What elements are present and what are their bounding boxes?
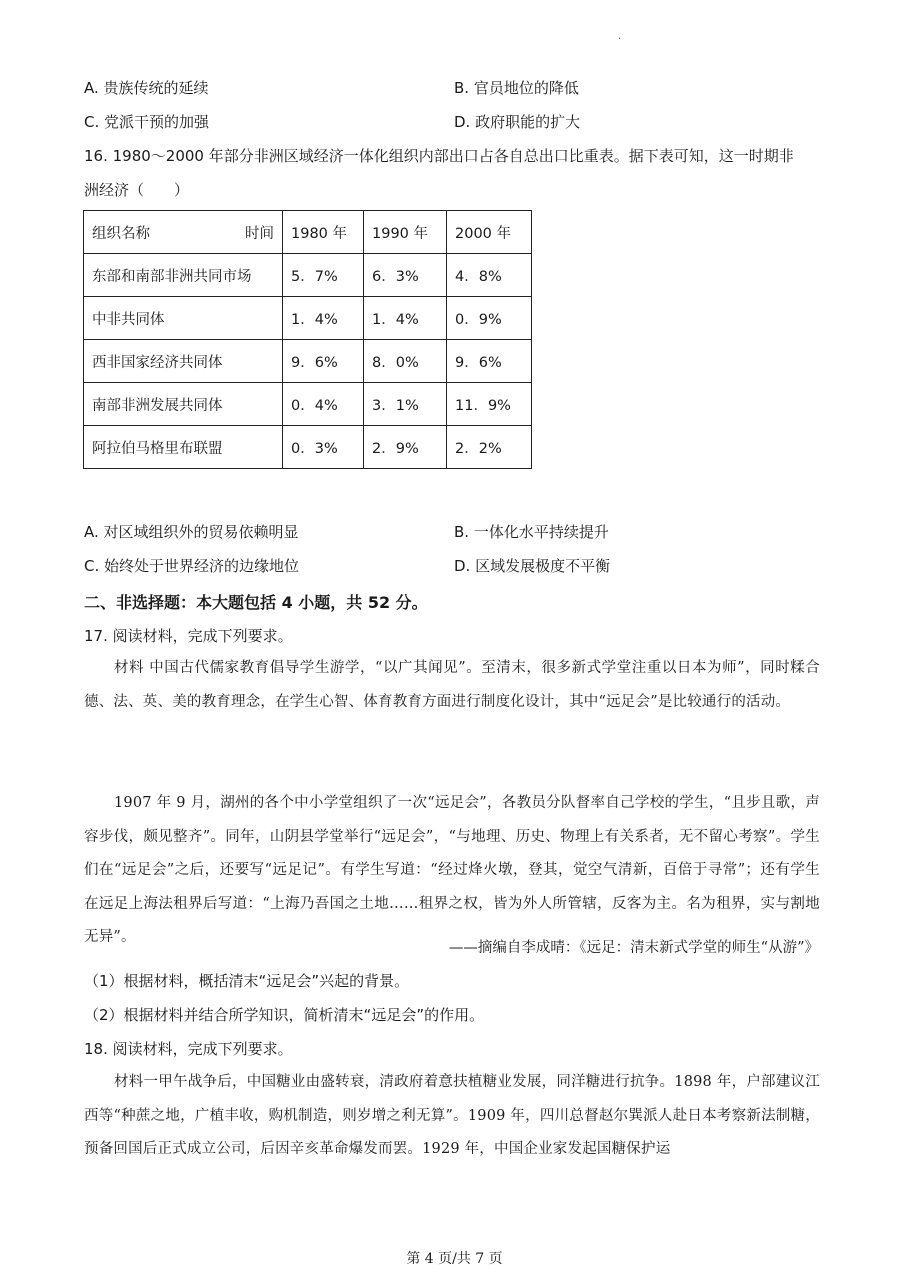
q15-option-d: D. 政府职能的扩大 bbox=[454, 113, 581, 131]
org-name-cell: 阿拉伯马格里布联盟 bbox=[84, 426, 283, 469]
export-share-table bbox=[83, 210, 532, 469]
value-cell: 1．4% bbox=[364, 297, 447, 340]
header-org-name: 组织名称 bbox=[92, 225, 150, 242]
table-header-row bbox=[84, 211, 532, 254]
q17-subquestion-1: （1）根据材料，概括清末“远足会”兴起的背景。 bbox=[84, 972, 410, 990]
q16-stem-line1: 16. 1980～2000 年部分非洲区域经济一体化组织内部出口占各自总出口比重表。据下表可知，这一时期非 bbox=[84, 147, 794, 165]
q16-stem-line2: 洲经济（ ） bbox=[84, 181, 190, 199]
header-time: 时间 bbox=[245, 225, 274, 242]
q16-option-d: D. 区域发展极度不平衡 bbox=[454, 557, 611, 575]
value-cell: 5．7% bbox=[283, 254, 364, 297]
q18-stem: 18. 阅读材料，完成下列要求。 bbox=[84, 1040, 293, 1058]
q15-option-a: A. 贵族传统的延续 bbox=[84, 79, 209, 97]
org-name-cell: 南部非洲发展共同体 bbox=[84, 383, 283, 426]
value-cell: 6．3% bbox=[364, 254, 447, 297]
section-heading: 二、非选择题：本大题包括 4 小题，共 52 分。 bbox=[84, 593, 428, 612]
q18-material-para: 材料一甲午战争后，中国糖业由盛转衰，清政府着意扶植糖业发展，同洋糖进行抗争。1898 年，户部建议江西等“种蔗之地，广植丰收，购机制造，则岁增之利无算”。1909 年，四川总督赵尔巽派人赴日本考察新法制糖，预备回国后正式成立公司，后因辛亥革命爆发而罢。1929 年，中国企业家发起国糖保护运 bbox=[84, 1074, 820, 1157]
org-name-cell: 西非国家经济共同体 bbox=[84, 340, 283, 383]
org-name-cell: 东部和南部非洲共同市场 bbox=[84, 254, 283, 297]
value-cell: 1．4% bbox=[283, 297, 364, 340]
value-cell: 4．8% bbox=[447, 254, 532, 297]
table-row bbox=[84, 254, 532, 297]
value-cell: 11．9% bbox=[447, 383, 532, 426]
page-footer: 第 4 页/共 7 页 bbox=[406, 1251, 503, 1267]
value-cell: 9．6% bbox=[447, 340, 532, 383]
table-row bbox=[84, 383, 532, 426]
q16-option-c: C. 始终处于世界经济的边缘地位 bbox=[84, 557, 300, 575]
value-cell: 0．3% bbox=[283, 426, 364, 469]
value-cell: 2．2% bbox=[447, 426, 532, 469]
q17-stem: 17. 阅读材料，完成下列要求。 bbox=[84, 627, 293, 645]
header-year: 1990 年 bbox=[364, 211, 447, 254]
value-cell: 8．0% bbox=[364, 340, 447, 383]
q17-material-para2: 1907 年 9 月，湖州的各个中小学堂组织了一次“远足会”，各教员分队督率自己学校的学生，“且步且歌，声容步伐，颇见整齐”。同年，山阴县学堂举行“远足会”，“与地理、历史、物理上有关系者，无不留心考察”。学生们在“远足会”之后，还要写“远足记”。有学生写道：“经过烽火墩，登其，觉空气清新，百倍于寻常”；还有学生在远足上海法租界后写道：“上海乃吾国之土地……租界之权，皆为外人所管辖，反客为主。名为租界，实与割地无异”。 bbox=[84, 795, 820, 945]
table-row bbox=[84, 340, 532, 383]
q17-material-para1: 材料 中国古代儒家教育倡导学生游学，“以广其闻见”。至清末，很多新式学堂注重以日本为师”，同时糅合德、法、英、美的教育理念，在学生心智、体育教育方面进行制度化设计，其中“远足会”是比较通行的活动。 bbox=[84, 660, 820, 710]
q15-option-c: C. 党派干预的加强 bbox=[84, 113, 210, 131]
value-cell: 9．6% bbox=[283, 340, 364, 383]
q15-option-b: B. 官员地位的降低 bbox=[454, 79, 579, 97]
scan-dot: · bbox=[618, 34, 622, 45]
header-year: 1980 年 bbox=[283, 211, 364, 254]
q17-source: ——摘编自李成晴：《远足：清末新式学堂的师生“从游”》 bbox=[448, 940, 819, 956]
value-cell: 0．9% bbox=[447, 297, 532, 340]
table-row bbox=[84, 426, 532, 469]
org-name-cell: 中非共同体 bbox=[84, 297, 283, 340]
value-cell: 3．1% bbox=[364, 383, 447, 426]
value-cell: 0．4% bbox=[283, 383, 364, 426]
q16-option-a: A. 对区域组织外的贸易依赖明显 bbox=[84, 523, 299, 541]
q16-option-b: B. 一体化水平持续提升 bbox=[454, 523, 609, 541]
value-cell: 2．9% bbox=[364, 426, 447, 469]
table-header-cell bbox=[84, 211, 283, 254]
table-row bbox=[84, 297, 532, 340]
q17-subquestion-2: （2）根据材料并结合所学知识，简析清末“远足会”的作用。 bbox=[84, 1006, 485, 1024]
header-year: 2000 年 bbox=[447, 211, 532, 254]
